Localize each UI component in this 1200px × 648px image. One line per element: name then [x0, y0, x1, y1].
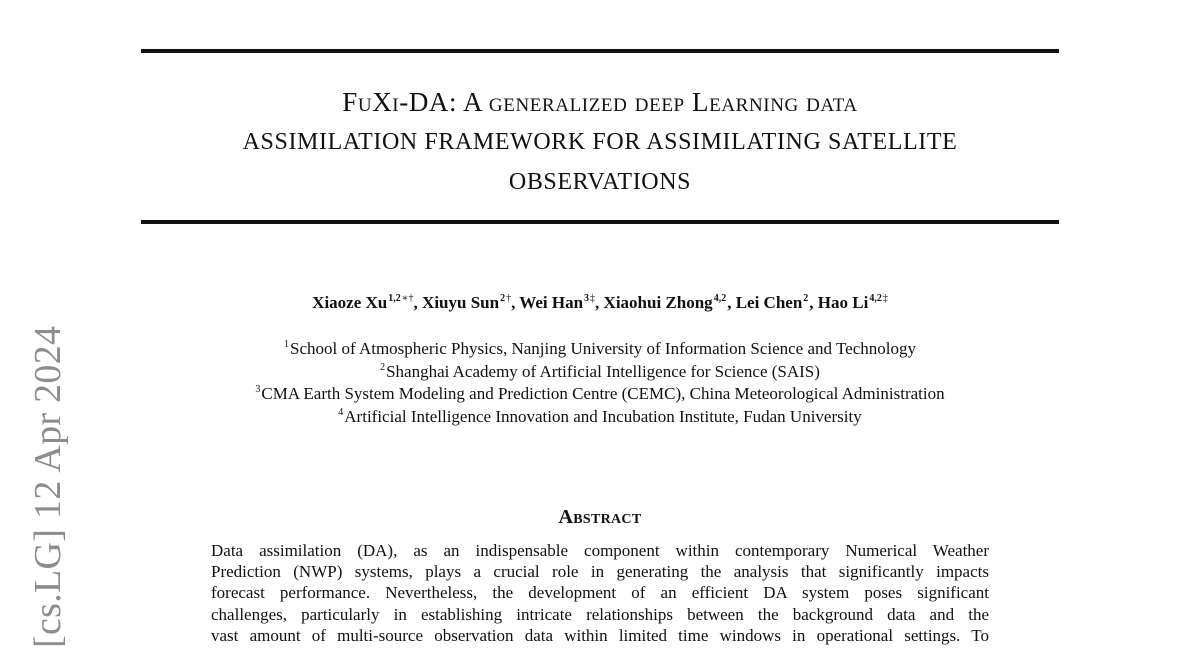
abstract-line: forecast performance. Nevertheless, the development of an efficient DA system poses significant	[211, 583, 989, 603]
affiliation: $^2$Shanghai Academy of Artificial Intelligence for Science (SAIS)	[380, 361, 820, 381]
affiliation-list	[0, 338, 1200, 428]
abstract-body	[211, 540, 989, 646]
author: Lei Chen$^2$,	[735, 293, 814, 312]
author: Hao $Li^{4,2\ddagger}$	[817, 293, 888, 312]
title-line-1: FuXi-DA: A generalized deep Learning data	[342, 87, 858, 117]
affiliation: $^4$Artificial Intelligence Innovation and Incubation Institute, Fudan University	[338, 406, 862, 426]
abstract-line: Prediction (NWP) systems, plays a crucial role in generating the analysis that significantly impacts	[211, 562, 989, 582]
author: Xiuyu Sun$^{2\dagger}$,	[422, 293, 516, 312]
author: Xiaoze $Xu^{1,2∗\dagger}$,	[312, 293, 418, 312]
author: Wei Han$^{3\ddagger}$,	[519, 293, 600, 312]
affiliation: $^1$School of Atmospheric Physics, Nanjing University of Information Science and Technology	[284, 339, 916, 358]
author-list	[0, 292, 1200, 314]
paper-title	[141, 82, 1059, 202]
abstract-heading: Abstract	[558, 506, 642, 528]
abstract-line: vast amount of multi-source observation data within limited time windows in operational settings. To	[211, 625, 989, 645]
title-line-3: OBSERVATIONS	[508, 169, 692, 195]
arxiv-side-stamp: [cs.LG] 12 Apr 2024	[27, 325, 69, 648]
title-bottom-rule	[141, 220, 1059, 224]
abstract-line: Data assimilation (DA), as an indispensable component within contemporary Numerical Weather	[211, 541, 989, 560]
abstract-line: challenges, particularly in establishing intricate relationships between the background data and the	[211, 604, 989, 624]
title-line-2: ASSIMILATION FRAMEWORK FOR ASSIMILATING SATELLITE	[242, 129, 958, 155]
affiliation: $^3$CMA Earth System Modeling and Prediction Centre (CEMC), China Meteorological Administration	[255, 384, 945, 403]
author: Xiaohui Zhong$^{4,2}$,	[603, 293, 732, 312]
title-top-rule	[141, 49, 1059, 53]
